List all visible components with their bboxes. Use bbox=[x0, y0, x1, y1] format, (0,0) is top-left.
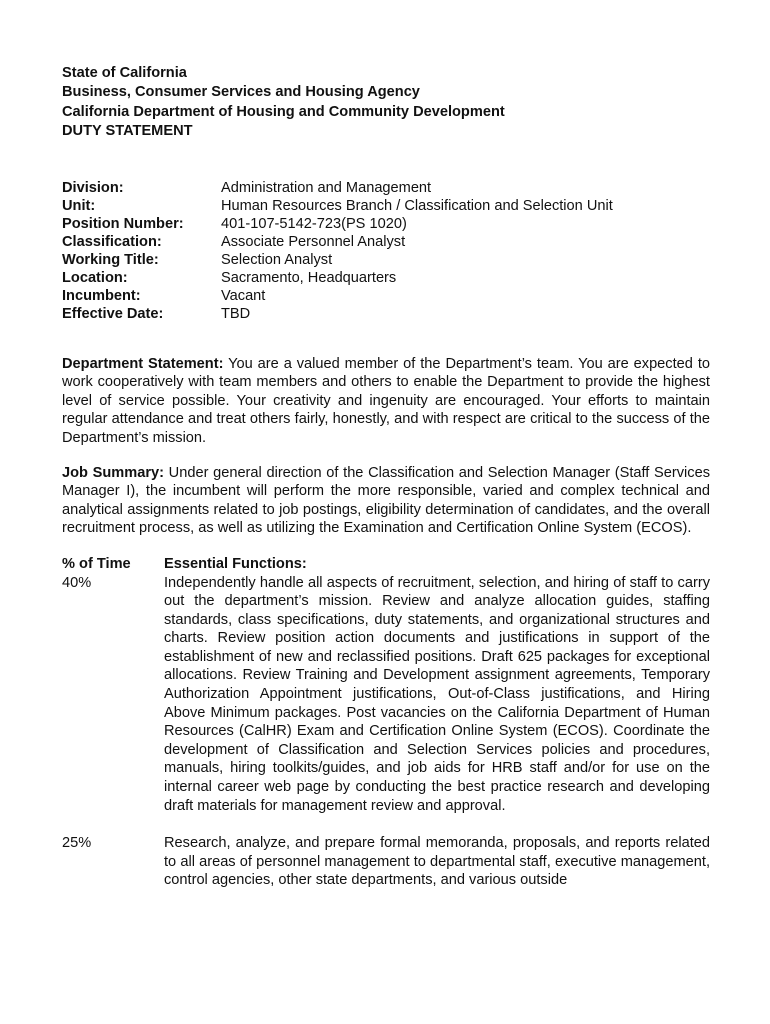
info-value: Associate Personnel Analyst bbox=[221, 233, 406, 250]
info-row-incumbent bbox=[62, 287, 710, 305]
job-summary-text: Under general direction of the Classification and Selection Manager (Staff Services Manager I), the incumbent will perform the more responsible, varied and complex technical and analytical assignments related to job postings, eligibility determination of candidates, and the overall recruitment process, as well as utilizing the Examination and Certification Online System (ECOS). bbox=[62, 464, 710, 537]
info-row-position-number bbox=[62, 215, 710, 233]
info-value: Selection Analyst bbox=[221, 251, 333, 268]
info-value: TBD bbox=[221, 305, 251, 322]
essential-functions-header: Essential Functions: bbox=[164, 555, 307, 572]
info-row-classification bbox=[62, 233, 710, 251]
info-label: Division: bbox=[62, 179, 124, 196]
info-value: 401-107-5142-723(PS 1020) bbox=[221, 215, 407, 232]
info-label: Unit: bbox=[62, 197, 96, 214]
function-description: Independently handle all aspects of recruitment, selection, and hiring of staff to carry out the department’s mission. Review and analyze allocation guides, staffing standards, class specifications, duty statements, and organizational structures and charts. Review position action documents and justifications in support of the establishment of new and reclassified positions. Draft 625 packages for exceptional allocations. Review Training and Development assignment agreements, Temporary Authorization Appointment justifications, Out-of-Class justifications, and Hiring Above Minimum packages. Post vacancies on the California Department of Human Resources (CalHR) Exam and Certification Online System (ECOS). Coordinate the development of Classification and Selection Services policies and procedures, manuals, hiring toolkits/guides, and job aids for HRB staff and/or for use on the internal career web page by conducting the best practice research and developing draft materials for management review and approval. bbox=[164, 574, 710, 814]
info-label: Location: bbox=[62, 269, 128, 286]
function-percent: 25% bbox=[62, 835, 92, 852]
department-statement bbox=[62, 355, 710, 448]
document-header bbox=[62, 64, 710, 142]
header-state: State of California bbox=[62, 65, 187, 81]
info-label: Incumbent: bbox=[62, 287, 141, 304]
info-value: Sacramento, Headquarters bbox=[221, 269, 397, 286]
position-info-table bbox=[62, 179, 710, 323]
functions-header bbox=[62, 555, 710, 574]
percent-time-header: % of Time bbox=[62, 555, 131, 572]
job-summary bbox=[62, 464, 710, 538]
duty-statement-page bbox=[62, 64, 710, 890]
info-label: Position Number: bbox=[62, 215, 184, 232]
info-value: Human Resources Branch / Classification and Selection Unit bbox=[221, 197, 613, 214]
function-item bbox=[62, 834, 710, 890]
function-item bbox=[62, 574, 710, 816]
info-row-effective-date bbox=[62, 305, 710, 323]
header-department: California Department of Housing and Community Development bbox=[62, 103, 505, 120]
department-statement-text: You are a valued member of the Department’s team. You are expected to work cooperatively with team members and others to enable the Department to provide the highest level of service possible. Your creativity and ingenuity are encouraged. Your efforts to maintain regular attendance and treat others fairly, honestly, and with respect are critical to the success of the Department’s mission. bbox=[62, 355, 710, 446]
info-value: Administration and Management bbox=[221, 179, 432, 196]
info-row-division bbox=[62, 179, 710, 197]
info-row-unit bbox=[62, 197, 710, 215]
info-row-working-title bbox=[62, 251, 710, 269]
info-value: Vacant bbox=[221, 287, 266, 304]
function-percent: 40% bbox=[62, 574, 92, 591]
info-row-location bbox=[62, 269, 710, 287]
info-label: Effective Date: bbox=[62, 305, 164, 322]
department-statement-label: Department Statement: bbox=[62, 355, 224, 372]
function-description: Research, analyze, and prepare formal memoranda, proposals, and reports related to all areas of personnel management to departmental staff, executive management, control agencies, other state departments, and various outside bbox=[164, 835, 710, 889]
info-label: Classification: bbox=[62, 233, 162, 250]
info-label: Working Title: bbox=[62, 251, 159, 268]
header-agency: Business, Consumer Services and Housing Agency bbox=[62, 84, 420, 101]
job-summary-label: Job Summary: bbox=[62, 464, 164, 481]
header-title: DUTY STATEMENT bbox=[62, 123, 193, 140]
